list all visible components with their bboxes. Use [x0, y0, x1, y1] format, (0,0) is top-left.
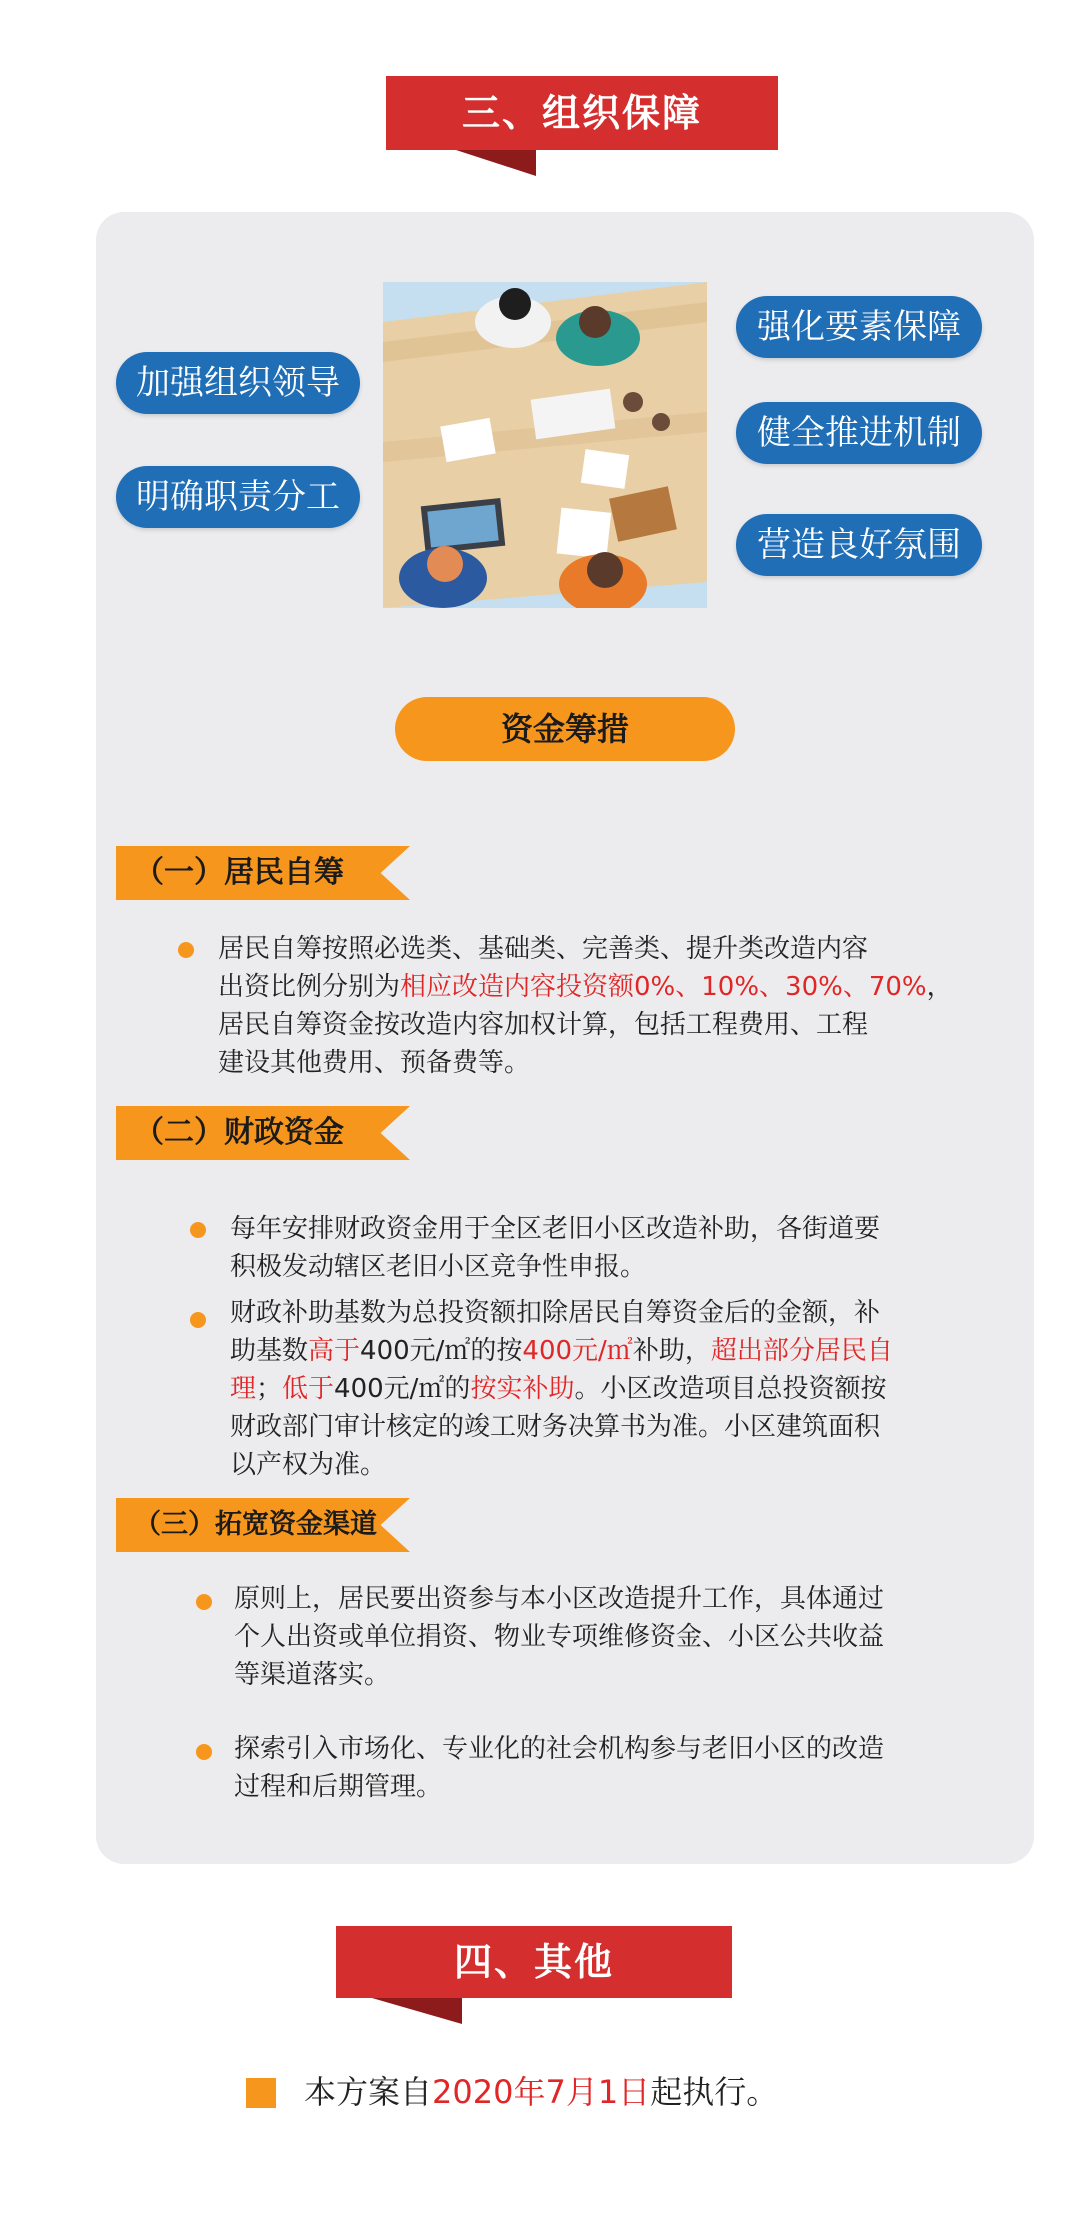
text-line	[230, 1332, 1010, 1370]
sub1-paragraph	[218, 930, 1008, 1082]
pill-strengthen-leadership: 加强组织领导	[116, 352, 360, 414]
sub2-header	[116, 1106, 410, 1160]
text-span: 起执行。	[650, 2073, 779, 2111]
pill-good-atmosphere: 营造良好氛围	[736, 514, 982, 576]
sub3-title: （三）拓宽资金渠道	[134, 1509, 377, 1540]
funding-title: 资金筹措	[395, 697, 735, 761]
text-line: 居民自筹资金按改造内容加权计算，包括工程费用、工程	[218, 1010, 869, 1040]
bullet-dot	[178, 942, 194, 958]
date-highlight: 2020年7月1日	[432, 2073, 651, 2111]
sub3-header	[116, 1498, 410, 1552]
text-line: 探索引入市场化、专业化的社会机构参与老旧小区的改造	[234, 1734, 885, 1764]
text-line: 原则上，居民要出资参与本小区改造提升工作，具体通过	[234, 1584, 885, 1614]
text-span: 补助，	[632, 1336, 711, 1366]
text-span: 出资比例分别为	[218, 972, 401, 1002]
text-span: ，	[926, 972, 953, 1002]
final-bullet-square	[246, 2078, 276, 2108]
text-line: 每年安排财政资金用于全区老旧小区改造补助，各街道要	[230, 1214, 881, 1244]
text-span: ；	[256, 1374, 283, 1404]
sub2-title: （二）财政资金	[134, 1115, 344, 1150]
text-line: 等渠道落实。	[234, 1660, 391, 1690]
text-line: 以产权为准。	[230, 1450, 387, 1480]
text-span: 400元/㎡的	[334, 1374, 471, 1404]
sub3-bullet-1	[234, 1580, 1014, 1694]
sub2-bullet-2	[230, 1294, 1010, 1484]
final-statement	[304, 2068, 778, 2116]
text-line: 建设其他费用、预备费等。	[218, 1048, 531, 1078]
pill-clarify-duties: 明确职责分工	[116, 466, 360, 528]
text-line	[230, 1370, 1010, 1408]
sub2-bullet-1	[230, 1210, 1010, 1286]
section-3-banner	[386, 76, 778, 150]
bullet-dot	[196, 1594, 212, 1610]
banner-fold	[456, 150, 536, 176]
pill-factor-guarantee: 强化要素保障	[736, 296, 982, 358]
text-line: 过程和后期管理。	[234, 1772, 443, 1802]
text-line	[218, 968, 1008, 1006]
section-4-banner	[336, 1926, 732, 1998]
text-span: 。小区改造项目总投资额按	[574, 1374, 887, 1404]
section-4-title: 四、其他	[453, 1940, 614, 1984]
banner-fold	[372, 1998, 462, 2024]
sub1-header	[116, 846, 410, 900]
highlight-span: 按实补助	[470, 1374, 575, 1404]
text-line: 财政部门审计核定的竣工财务决算书为准。小区建筑面积	[230, 1412, 881, 1442]
text-line: 财政补助基数为总投资额扣除居民自筹资金后的金额，补	[230, 1298, 881, 1328]
meeting-illustration	[383, 282, 707, 608]
sub3-bullet-2	[234, 1730, 1014, 1806]
bullet-dot	[196, 1744, 212, 1760]
section-3-title: 三、组织保障	[461, 91, 702, 135]
pill-promotion-mechanism: 健全推进机制	[736, 402, 982, 464]
text-line: 积极发动辖区老旧小区竞争性申报。	[230, 1252, 647, 1282]
highlight-span: 超出部分居民自	[710, 1336, 893, 1366]
sub1-title: （一）居民自筹	[134, 855, 344, 890]
highlight-span: 高于	[308, 1336, 361, 1366]
highlight-span: 400元/㎡	[522, 1336, 633, 1366]
highlight-span: 相应改造内容投资额0%、10%、30%、70%	[400, 972, 927, 1002]
highlight-span: 理	[230, 1374, 257, 1404]
text-span: 本方案自	[304, 2073, 433, 2111]
meeting-illustration-svg	[383, 282, 707, 608]
text-span: 400元/㎡的按	[360, 1336, 523, 1366]
bullet-dot	[190, 1312, 206, 1328]
highlight-span: 低于	[282, 1374, 335, 1404]
bullet-dot	[190, 1222, 206, 1238]
text-span: 助基数	[230, 1336, 309, 1366]
text-line: 居民自筹按照必选类、基础类、完善类、提升类改造内容	[218, 934, 869, 964]
text-line: 个人出资或单位捐资、物业专项维修资金、小区公共收益	[234, 1622, 885, 1652]
